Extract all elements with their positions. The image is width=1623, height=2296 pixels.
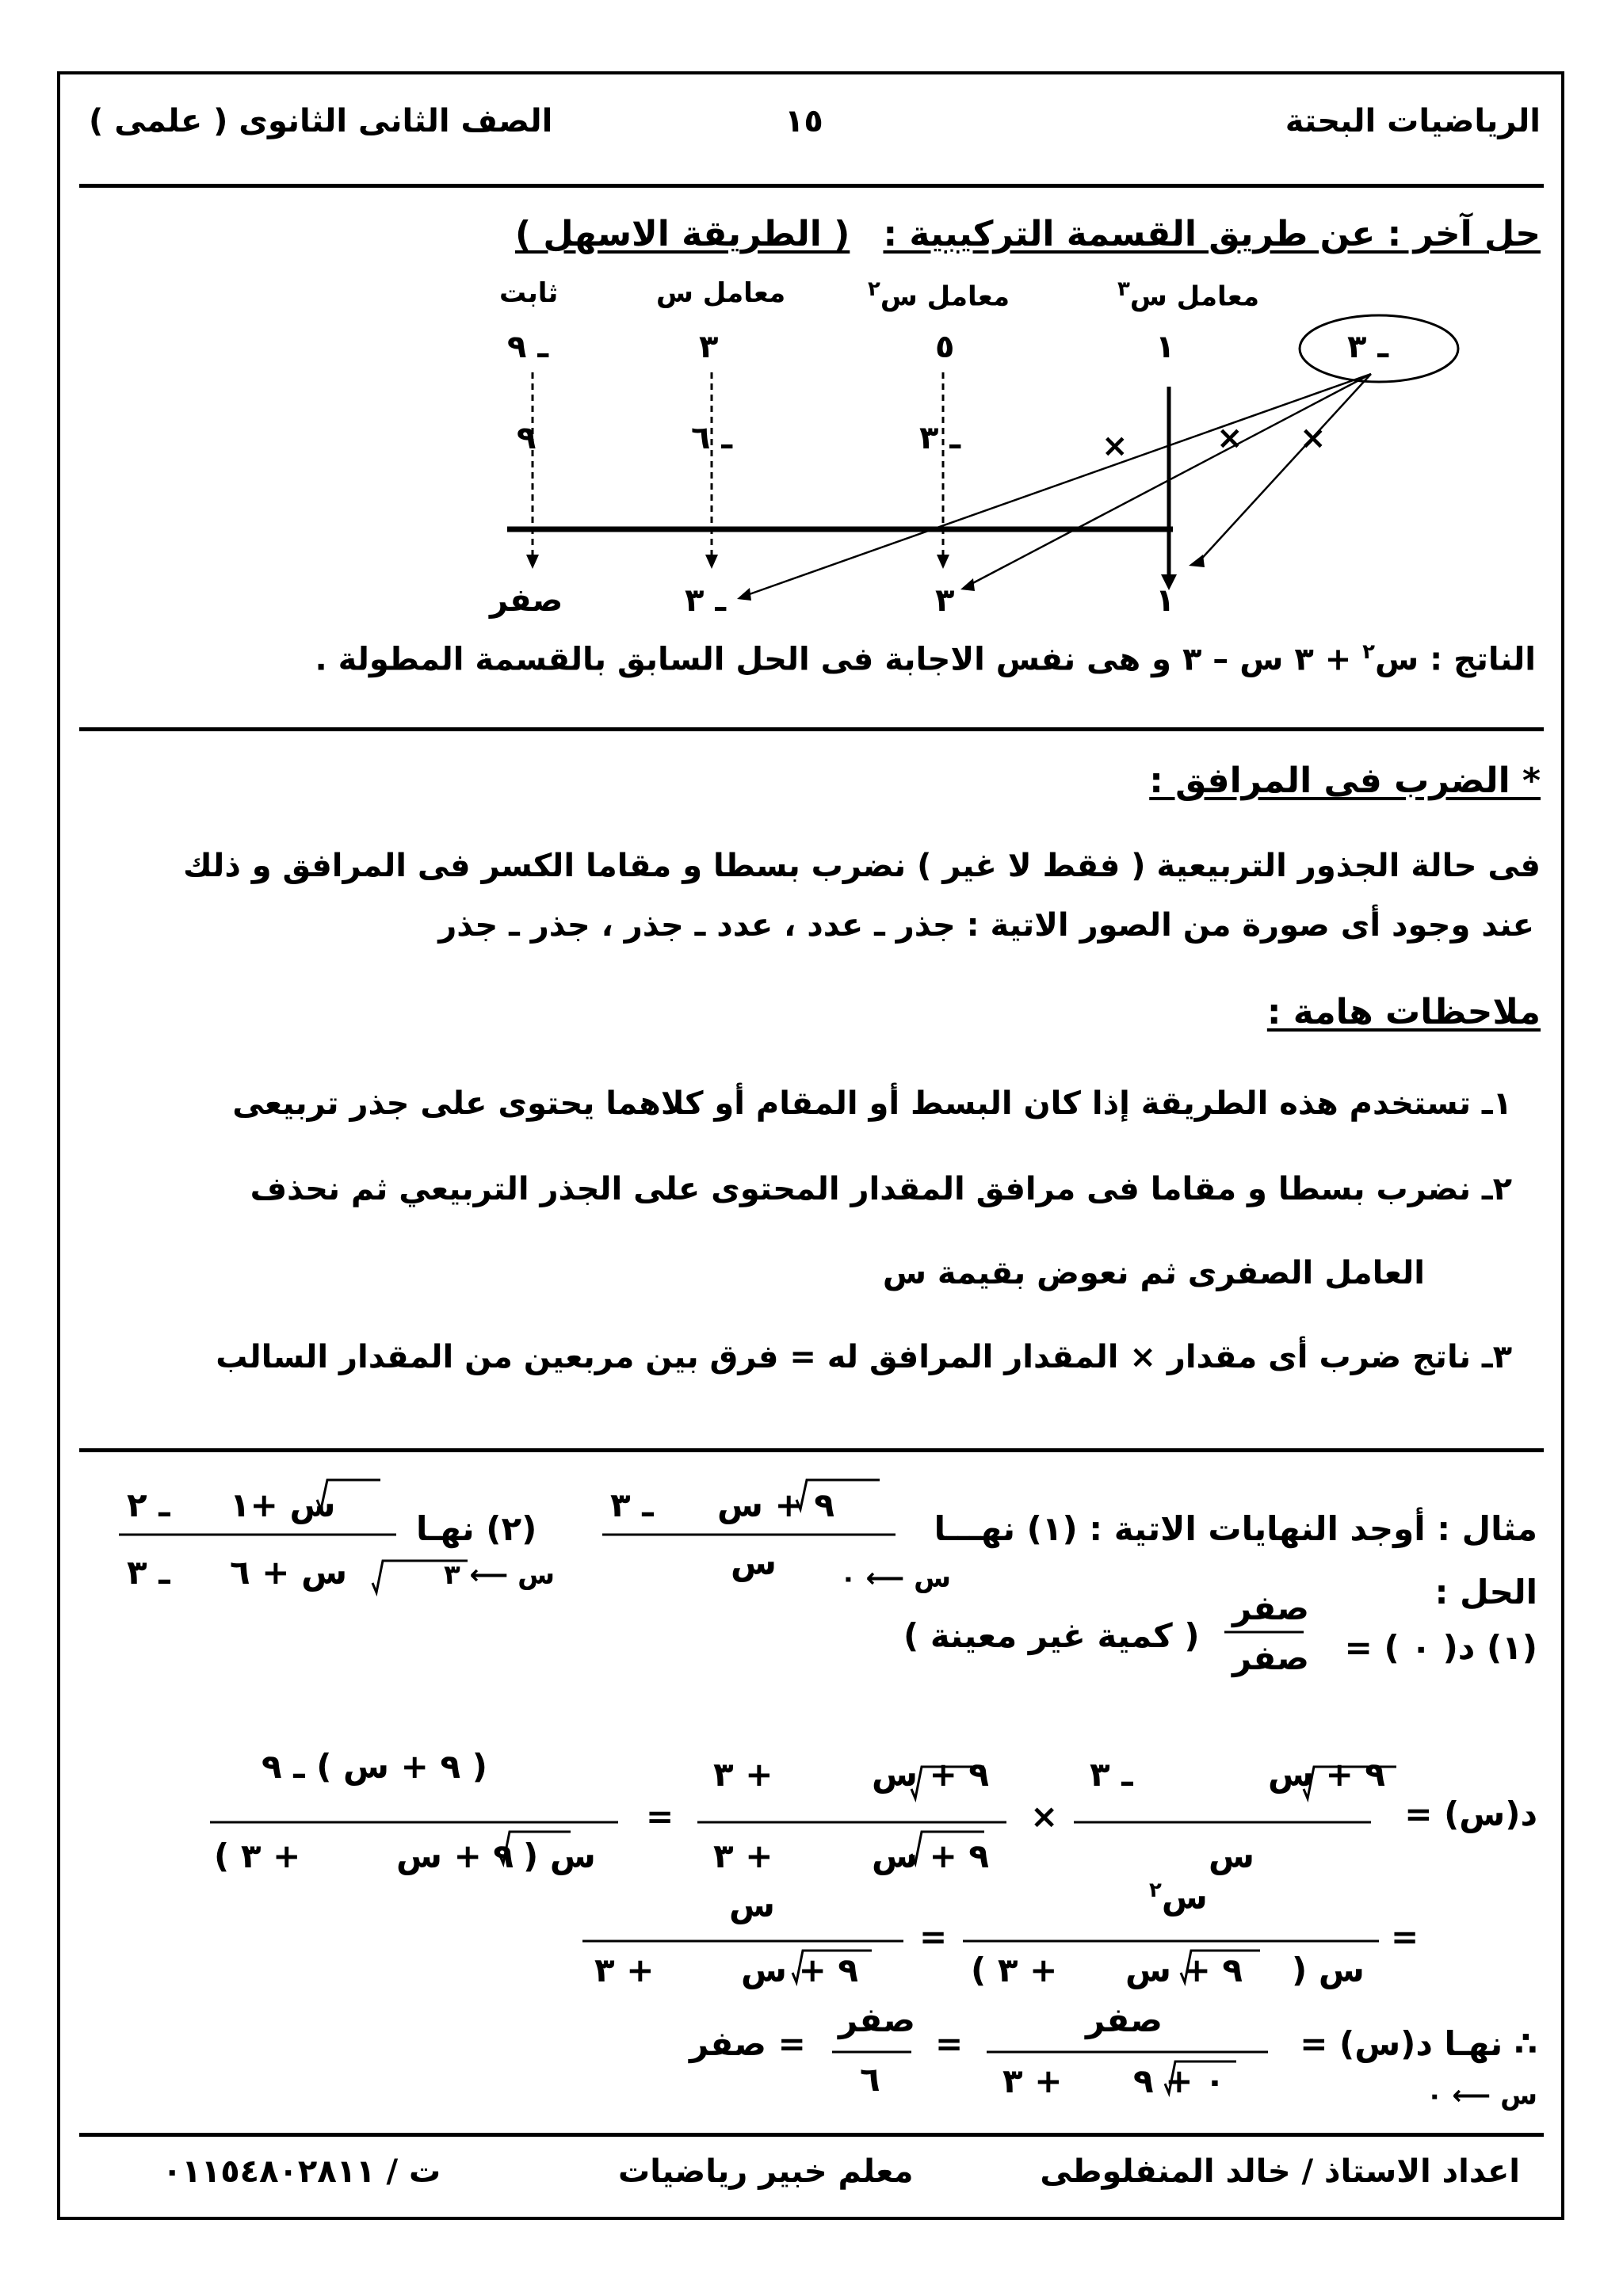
frac-root: ٩ + س: [872, 1755, 990, 1794]
equals-zero: = صفر: [689, 2024, 806, 2063]
synthetic-title: حل آخر : عن طريق القسمة التركيبية :: [883, 214, 1541, 254]
den-close: + ٣ ): [971, 1951, 1058, 1989]
den-s-paren: س (: [1292, 1951, 1365, 1989]
synthetic-result: الناتج : س$^٢$ + ٣ س – ٣ و هى نفس الاجابة فى الحل السابق بالقسمة المطولة .: [315, 640, 1536, 678]
footer-author: اعداد الاستاذ / خالد المنفلوطى: [1040, 2153, 1520, 2190]
equals: =: [1391, 1917, 1419, 1956]
row1-cell: ـ ٩: [507, 329, 549, 365]
limit2-label: (٢) نهـا: [416, 1509, 537, 1548]
times: ×: [1030, 1797, 1059, 1836]
synthetic-title-note: ( الطريقة الاسهل ): [515, 214, 850, 254]
frac-tail: + ٣: [713, 1755, 773, 1794]
note-item: ٣ـ ناتج ضرب أى مقدار × المقدار المرافق له = فرق بين مربعين من المقدار السالب: [216, 1339, 1512, 1375]
limit-sub: س ⟵ ٠: [1426, 2080, 1537, 2111]
equals: =: [646, 1797, 674, 1836]
row3-cell: ٣: [935, 582, 955, 619]
row3-cell: صفر: [490, 582, 563, 619]
row3-cell: ـ ٣: [685, 582, 727, 619]
row2-cell: ـ ٦: [691, 420, 733, 456]
den-tail: + ٣: [594, 1951, 655, 1989]
ex2-num-root: س +١: [230, 1486, 336, 1524]
zero-den: صفر: [1232, 1638, 1309, 1677]
frac-num: صفر: [838, 2000, 915, 2039]
frac-tail: + ٣: [713, 1836, 773, 1875]
header-subject: الرياضيات البحتة: [1285, 103, 1541, 139]
note-item: ٢ـ نضرب بسطا و مقاما فى مرافق المقدار المحتوى على الجذر التربيعي ثم نحذف: [250, 1171, 1512, 1207]
den-root: ٩ + س: [1125, 1951, 1243, 1989]
conjugate-para2: عند وجود أى صورة من الصور الاتية : جذر ـ عدد ، عدد ـ جذر ، جذر ـ جذر: [438, 907, 1534, 944]
ex1-den: س: [731, 1543, 777, 1582]
frac-den: ٦: [860, 2060, 880, 2099]
den-root: ٠ + ٩: [1133, 2061, 1225, 2100]
row1-cell: ١: [1155, 329, 1175, 365]
den-root: ٩ + س: [396, 1836, 514, 1875]
ex1-num-root: ٩ + س: [717, 1486, 835, 1524]
row1-cell: ٥: [935, 329, 955, 365]
frac-tail: ـ ٣: [1090, 1755, 1133, 1794]
den-root: ٩ + س: [741, 1951, 859, 1989]
label-constant: ثابت: [499, 277, 559, 309]
den-tail: + ٣: [1002, 2061, 1063, 2100]
notes-heading: ملاحظات هامة :: [1266, 992, 1541, 1032]
ex2-den-root: س + ٦: [230, 1553, 348, 1592]
label-x2: معامل س$^٢$: [868, 277, 1010, 313]
note-item: ١ـ تستخدم هذه الطريقة إذا كان البسط أو المقام أو كلاهما يحتوى على جذر تربيعى: [232, 1085, 1512, 1122]
step1-note: ( كمية غير معينة ): [903, 1616, 1200, 1655]
row2-cell: ٩: [517, 420, 537, 456]
frac-num: س: [729, 1886, 775, 1924]
limit1-sub: س ⟵ ٠: [840, 1562, 952, 1594]
ex2-num-tail: ـ ٢: [127, 1486, 170, 1524]
big-num: ( ٩ + س ) ـ ٩: [262, 1747, 487, 1786]
s-squared: س$^٢$: [1149, 1878, 1208, 1917]
dx-label: د(س) =: [1404, 1794, 1537, 1833]
example-intro: مثال : أوجد النهايات الاتية : (١) نهـــا: [934, 1509, 1537, 1548]
header-grade: الصف الثانى الثانوى ( علمى ): [89, 103, 553, 139]
conjugate-heading: * الضرب فى المرافق :: [1149, 761, 1541, 801]
frac-num: صفر: [1086, 2000, 1163, 2039]
divisor-value: ـ ٣: [1347, 329, 1389, 365]
footer-phone: ت / ٠١١٥٤٨٠٢٨١١: [162, 2153, 441, 2190]
label-x3: معامل س$^٣$: [1117, 277, 1260, 313]
times-sign: ×: [1216, 420, 1243, 456]
frac-root: ٩ + س: [872, 1836, 990, 1875]
times-sign: ×: [1300, 420, 1327, 456]
footer-title: معلم خبير رياضيات: [618, 2153, 914, 2190]
frac-den: س: [1209, 1836, 1254, 1875]
therefore-label: ∴ نهـا د(س) =: [1300, 2024, 1537, 2063]
limit2-sub: س ⟵ ٣: [444, 1559, 556, 1591]
solution-label: الحل :: [1434, 1573, 1537, 1611]
ex2-den-tail: ـ ٣: [127, 1553, 170, 1592]
row2-cell: ـ ٣: [919, 420, 961, 456]
equals: =: [935, 2024, 964, 2063]
header-page-number: ١٥: [785, 103, 823, 139]
times-sign: ×: [1102, 428, 1128, 464]
row1-cell: ٣: [699, 329, 719, 365]
den-s-paren: س (: [523, 1836, 596, 1875]
den-close: + ٣ ): [214, 1836, 301, 1875]
divider: [79, 2133, 1544, 2137]
ex1-num-tail: ـ ٣: [610, 1486, 654, 1524]
note-item: العامل الصفرى ثم نعوض بقيمة س: [882, 1255, 1425, 1291]
equals: =: [919, 1917, 948, 1956]
frac-root: ٩ + س: [1268, 1755, 1386, 1794]
row3-cell: ١: [1155, 582, 1175, 619]
label-x: معامل س: [656, 277, 786, 309]
zero-num: صفر: [1232, 1589, 1309, 1627]
conjugate-para1: فى حالة الجذور التربيعية ( فقط لا غير ) نضرب بسطا و مقاما الكسر فى المرافق و ذلك: [183, 848, 1541, 884]
step1-lhs: (١) د( ٠ ) =: [1344, 1628, 1537, 1667]
